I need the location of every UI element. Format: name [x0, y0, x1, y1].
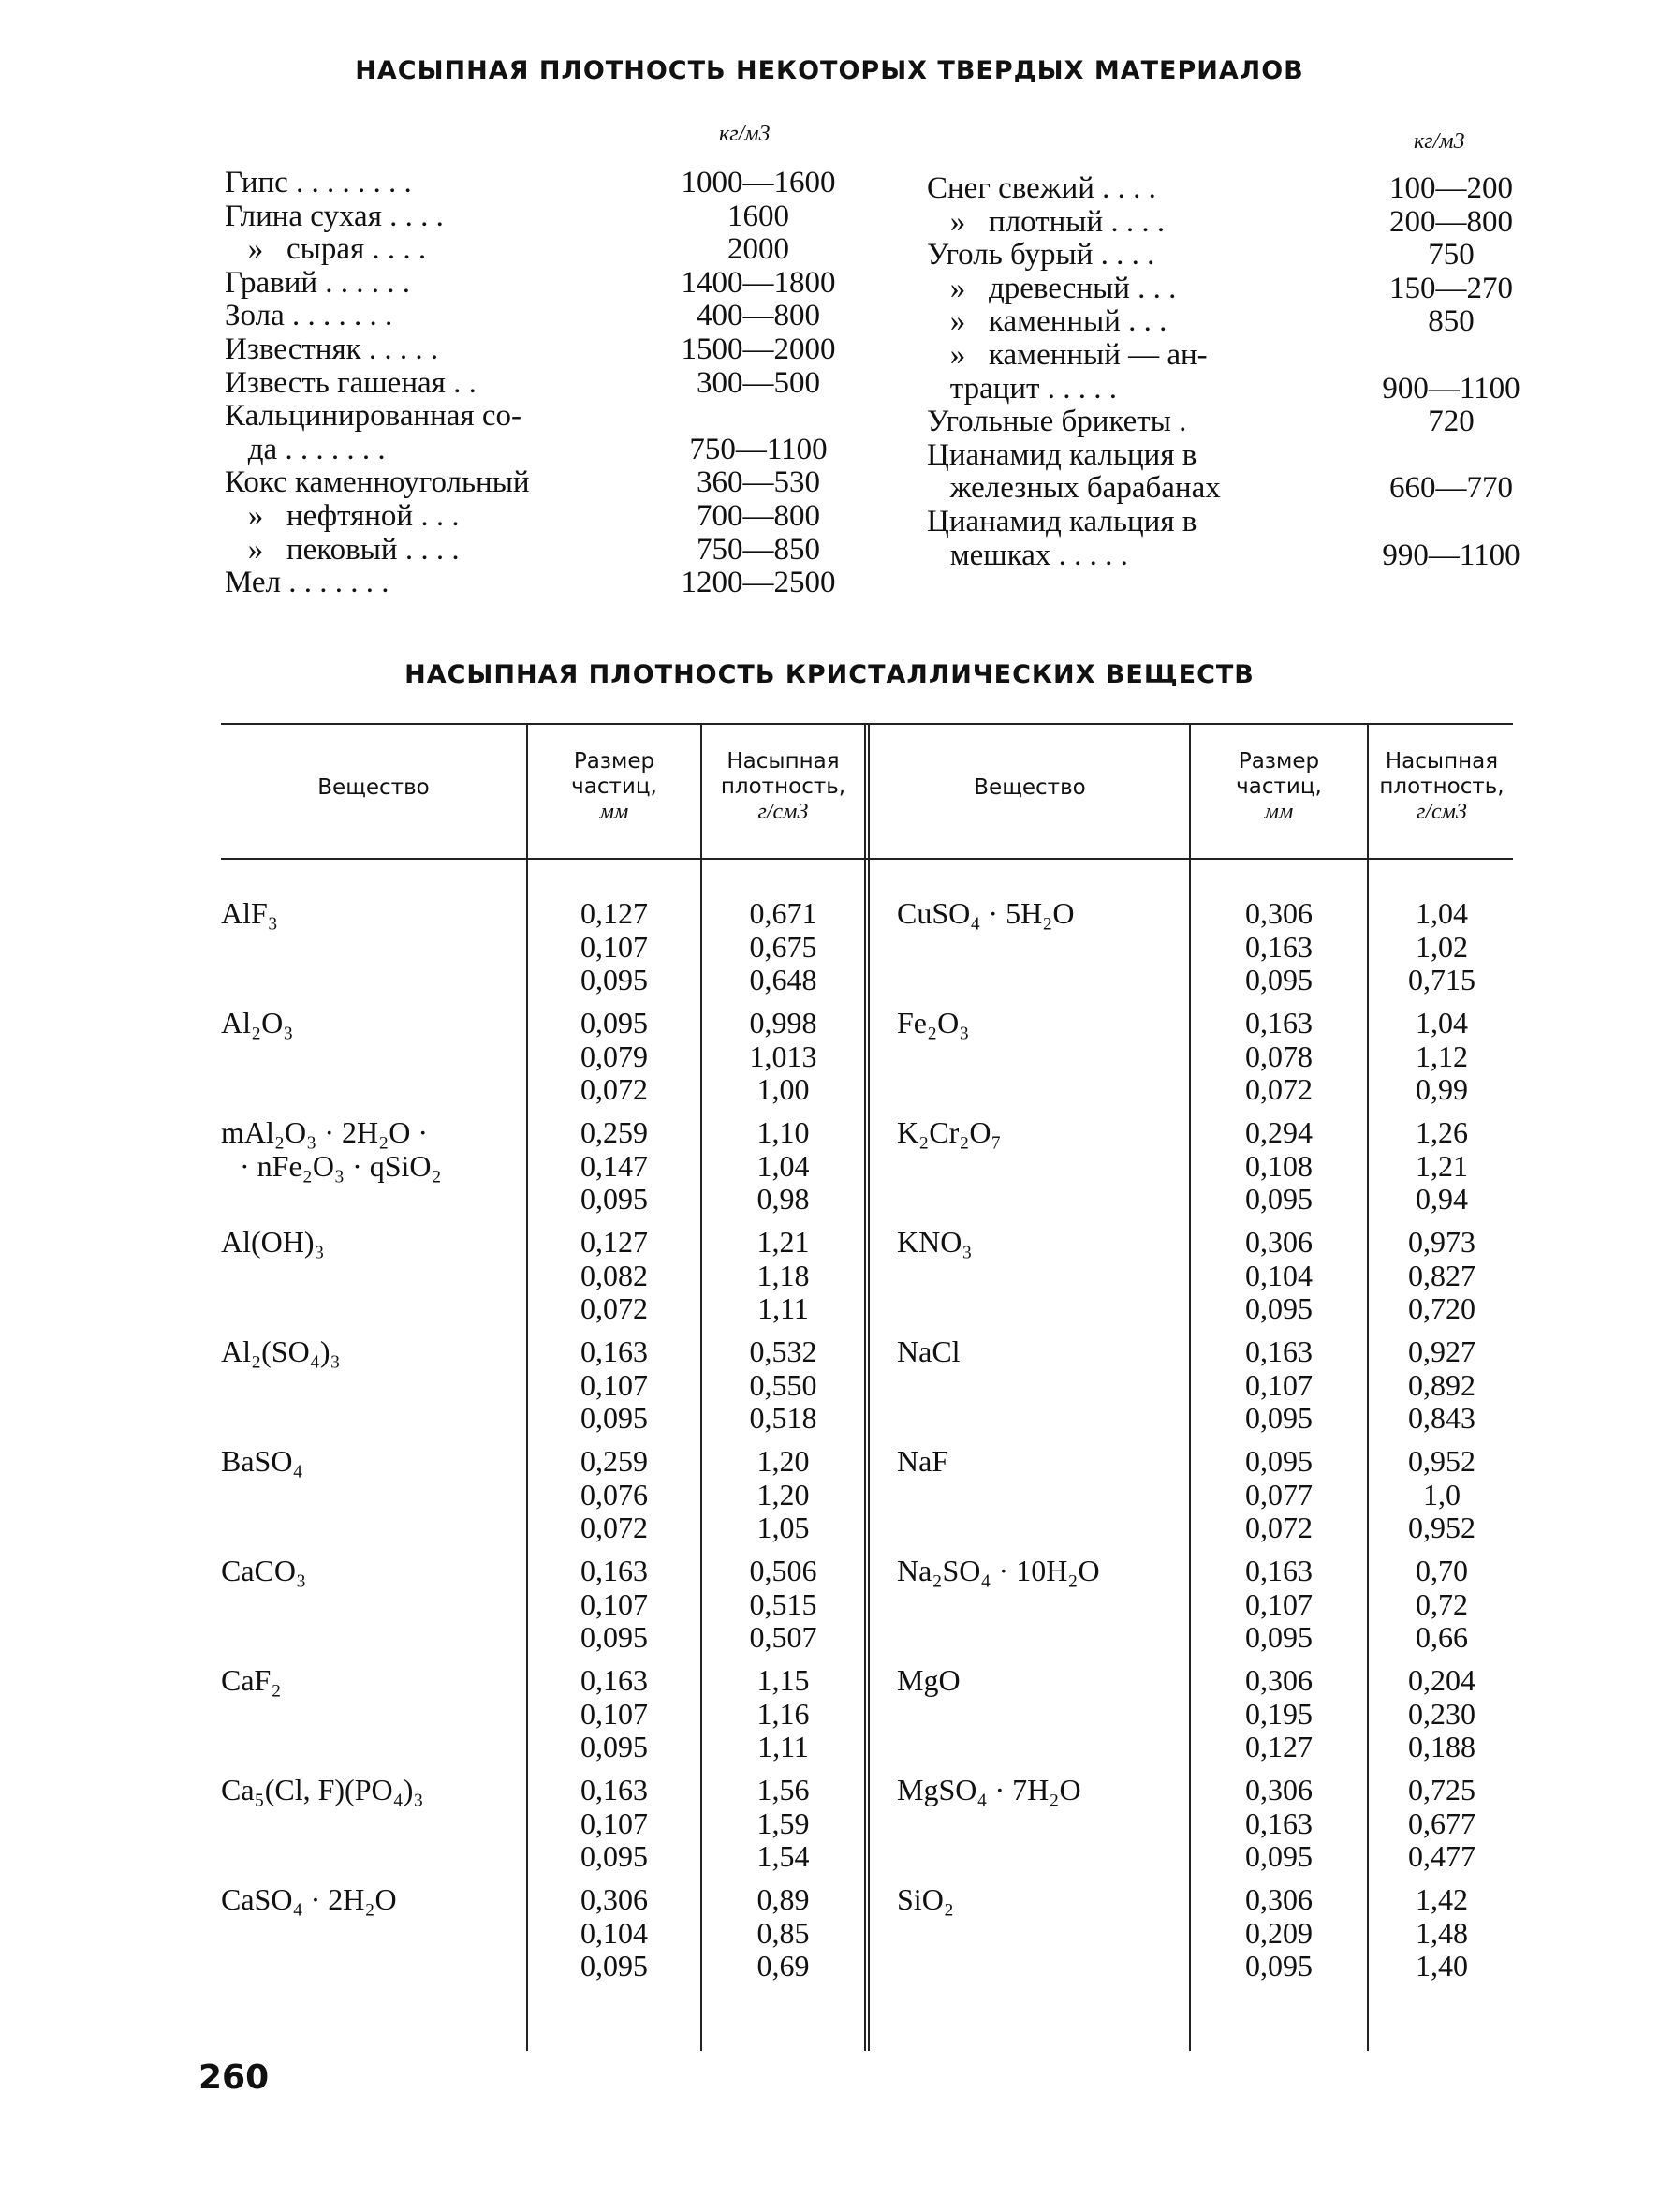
material-name: Цианамид кальция в — [927, 504, 1197, 538]
material-value: 1200—2500 — [681, 566, 836, 600]
particle-size: 0,095 — [1245, 1444, 1313, 1478]
material-name: Снег свежий . . . . — [927, 171, 1156, 205]
material-row — [225, 200, 861, 234]
particle-size: 0,127 — [580, 1225, 648, 1259]
bulk-density: 1,11 — [757, 1730, 809, 1763]
bulk-density: 1,013 — [749, 1039, 817, 1073]
page-number: 260 — [198, 2058, 270, 2097]
material-name: Угольные брикеты . — [927, 405, 1187, 439]
material-name: Глина сухая . . . . — [225, 199, 444, 233]
particle-size: 0,095 — [1245, 1291, 1313, 1325]
material-row — [927, 172, 1545, 206]
material-name: Известь гашеная . . — [225, 365, 477, 400]
material-value: 720 — [1428, 405, 1475, 439]
particle-size: 0,195 — [1245, 1696, 1313, 1731]
material-name: да . . . . . . . — [225, 432, 386, 466]
particle-size: 0,209 — [1245, 1915, 1313, 1950]
bulk-density: 0,66 — [1416, 1620, 1468, 1654]
material-value: 150—270 — [1389, 271, 1513, 305]
bulk-density: 0,715 — [1408, 963, 1475, 996]
material-row — [225, 167, 861, 200]
bulk-density: 0,675 — [749, 929, 817, 964]
substance-name: AlF₃ — [221, 896, 278, 930]
particle-size: 0,107 — [580, 929, 648, 964]
material-row — [927, 406, 1545, 439]
material-row — [225, 500, 861, 534]
bulk-density: 0,532 — [749, 1335, 817, 1368]
material-row — [927, 206, 1545, 240]
material-name: Известняк . . . . . — [225, 332, 439, 366]
particle-size: 0,259 — [580, 1115, 648, 1149]
bulk-density: 0,671 — [749, 896, 817, 930]
material-value: 1600 — [727, 199, 789, 233]
substance-name: mAl₂O₃ · 2H₂O · — [221, 1115, 428, 1149]
particle-size: 0,163 — [580, 1554, 648, 1587]
material-name: Цианамид кальция в — [927, 437, 1197, 472]
material-value: 850 — [1428, 304, 1475, 339]
particle-size: 0,076 — [580, 1477, 648, 1512]
particle-size: 0,072 — [1245, 1511, 1313, 1544]
material-row — [927, 472, 1545, 506]
particle-size: 0,163 — [1245, 1554, 1313, 1587]
material-name: Кальцинированная со- — [225, 399, 521, 434]
particle-size: 0,163 — [580, 1663, 648, 1697]
material-name: » пековый . . . . — [225, 532, 460, 567]
particle-size: 0,072 — [1245, 1072, 1313, 1106]
bulk-density: 0,518 — [749, 1401, 817, 1435]
substance-name: SiO₂ — [897, 1882, 954, 1916]
substance-name: CaF₂ — [221, 1663, 282, 1697]
particle-size: 0,082 — [580, 1258, 648, 1292]
bulk-density: 1,18 — [756, 1258, 810, 1292]
substance-name: NaCl — [897, 1335, 961, 1368]
material-name: » древесный . . . — [927, 271, 1177, 305]
bulk-density: 1,15 — [756, 1663, 810, 1697]
material-row — [225, 466, 861, 500]
particle-size: 0,306 — [1245, 1773, 1313, 1806]
substance-name: MgO — [897, 1663, 961, 1697]
particle-size: 0,095 — [580, 1182, 648, 1216]
substance-name: Fe₂O₃ — [897, 1006, 970, 1040]
col-divider-middle — [864, 723, 870, 2051]
bulk-density: 0,230 — [1408, 1696, 1475, 1731]
substance-name-cont: · nFe₂O₃ · qSiO₂ — [240, 1148, 442, 1183]
particle-size: 0,163 — [1245, 929, 1313, 964]
particle-size: 0,306 — [1245, 1225, 1313, 1259]
material-name: » сырая . . . . — [225, 232, 427, 267]
particle-size: 0,095 — [580, 963, 648, 996]
particle-size: 0,107 — [1245, 1586, 1313, 1621]
particle-size: 0,306 — [1245, 1882, 1313, 1916]
substance-name: K₂Cr₂O₇ — [897, 1115, 1002, 1149]
material-row — [927, 373, 1545, 406]
material-row — [927, 339, 1545, 373]
bulk-density: 0,89 — [756, 1882, 810, 1916]
substance-name: Na₂SO₄ · 10H₂O — [897, 1554, 1100, 1587]
material-value: 360—530 — [697, 465, 820, 500]
substance-name: Ca₅(Cl, F)(PO₄)₃ — [221, 1773, 424, 1806]
material-name: Мел . . . . . . . — [225, 566, 389, 600]
material-value: 660—770 — [1389, 471, 1513, 506]
particle-size: 0,095 — [1245, 1620, 1313, 1654]
material-name: Гипс . . . . . . . . — [225, 166, 412, 199]
material-row — [225, 367, 861, 401]
material-row — [927, 506, 1545, 539]
particle-size: 0,163 — [580, 1335, 648, 1368]
bulk-density: 0,506 — [749, 1554, 817, 1587]
material-name: » плотный . . . . — [927, 204, 1166, 239]
bulk-density: 1,20 — [756, 1477, 810, 1512]
material-value: 2000 — [727, 232, 789, 267]
particle-size: 0,127 — [580, 896, 648, 930]
bulk-density: 0,952 — [1408, 1444, 1475, 1478]
particle-size: 0,095 — [580, 1839, 648, 1873]
bulk-density: 0,98 — [756, 1182, 810, 1216]
material-name: мешках . . . . . — [927, 538, 1128, 572]
particle-size: 0,294 — [1245, 1115, 1313, 1149]
particle-size: 0,104 — [1245, 1258, 1313, 1292]
material-name: Гравий . . . . . . — [225, 265, 411, 300]
particle-size: 0,107 — [580, 1367, 648, 1402]
bulk-density: 1,56 — [756, 1773, 810, 1806]
material-value: 300—500 — [697, 365, 820, 400]
bulk-density: 0,677 — [1408, 1806, 1475, 1840]
material-row — [225, 400, 861, 434]
bulk-density: 1,21 — [1416, 1148, 1468, 1183]
material-row — [225, 300, 861, 333]
material-name: Зола . . . . . . . — [225, 299, 393, 333]
particle-size: 0,163 — [1245, 1335, 1313, 1368]
bulk-density: 0,927 — [1408, 1335, 1475, 1368]
bulk-density: 1,04 — [1416, 1006, 1468, 1040]
bulk-density: 1,0 — [1423, 1477, 1461, 1512]
bulk-density: 0,515 — [749, 1586, 817, 1621]
particle-size: 0,107 — [580, 1696, 648, 1731]
material-value: 200—800 — [1389, 204, 1513, 239]
material-value: 750—850 — [697, 532, 820, 567]
bulk-density: 1,21 — [756, 1225, 810, 1259]
header-size-right: Размер частиц, мм — [1236, 749, 1322, 824]
particle-size: 0,095 — [1245, 963, 1313, 996]
substance-name: Al₂(SO₄)₃ — [221, 1335, 341, 1368]
bulk-density: 1,11 — [757, 1291, 809, 1325]
particle-size: 0,095 — [1245, 1839, 1313, 1873]
bulk-density: 1,05 — [756, 1511, 810, 1544]
bulk-density: 1,12 — [1416, 1039, 1468, 1073]
particle-size: 0,095 — [580, 1401, 648, 1435]
substance-name: CaCO₃ — [221, 1554, 307, 1587]
particle-size: 0,095 — [1245, 1401, 1313, 1435]
bulk-density: 1,40 — [1416, 1949, 1468, 1983]
material-value: 750 — [1428, 238, 1475, 273]
header-size-left: Размер частиц, мм — [571, 749, 657, 824]
material-row — [225, 233, 861, 267]
substance-name: Al(OH)₃ — [221, 1225, 325, 1259]
bulk-density: 1,42 — [1416, 1882, 1468, 1916]
bulk-density: 0,99 — [1416, 1072, 1468, 1106]
particle-size: 0,107 — [580, 1806, 648, 1840]
substance-name: Al₂O₃ — [221, 1006, 294, 1040]
bulk-density: 1,04 — [1416, 896, 1468, 930]
unit-label-left: кг/м3 — [719, 122, 771, 146]
bulk-density: 0,70 — [1416, 1554, 1468, 1587]
material-name: » нефтяной . . . — [225, 498, 460, 533]
material-value: 990—1100 — [1382, 538, 1520, 572]
unit-label-right: кг/м3 — [1414, 129, 1465, 154]
particle-size: 0,127 — [1245, 1730, 1313, 1763]
bulk-density: 0,507 — [749, 1620, 817, 1654]
bulk-density: 1,20 — [756, 1444, 810, 1478]
bulk-density: 0,85 — [756, 1915, 810, 1950]
particle-size: 0,107 — [1245, 1367, 1313, 1402]
bulk-density: 1,54 — [756, 1839, 810, 1873]
bulk-density: 0,973 — [1408, 1225, 1475, 1259]
bulk-density: 0,550 — [749, 1367, 817, 1402]
particle-size: 0,078 — [1245, 1039, 1313, 1073]
material-row — [927, 273, 1545, 306]
bulk-density: 0,69 — [756, 1949, 810, 1983]
particle-size: 0,163 — [1245, 1006, 1313, 1040]
particle-size: 0,095 — [580, 1006, 648, 1040]
bulk-density: 1,26 — [1416, 1115, 1468, 1149]
material-row — [927, 305, 1545, 339]
material-name: » каменный . . . — [927, 304, 1167, 339]
material-value: 700—800 — [697, 498, 820, 533]
header-substance-right: Вещество — [974, 775, 1086, 800]
bulk-density: 0,477 — [1408, 1839, 1475, 1873]
material-row — [225, 333, 861, 367]
bulk-density: 1,59 — [756, 1806, 810, 1840]
bulk-density: 0,720 — [1408, 1291, 1475, 1325]
particle-size: 0,107 — [580, 1586, 648, 1621]
material-name: трацит . . . . . — [927, 371, 1117, 406]
material-value: 750—1100 — [689, 432, 828, 466]
header-substance-left: Вещество — [317, 775, 430, 800]
bulk-density: 0,204 — [1408, 1663, 1475, 1697]
particle-size: 0,095 — [1245, 1182, 1313, 1216]
particle-size: 0,095 — [580, 1620, 648, 1654]
material-value: 1000—1600 — [681, 166, 836, 199]
material-row — [225, 267, 861, 301]
material-row — [927, 539, 1545, 573]
substance-name: KNO₃ — [897, 1225, 973, 1259]
particle-size: 0,077 — [1245, 1477, 1313, 1512]
bulk-density: 1,16 — [756, 1696, 810, 1731]
particle-size: 0,072 — [580, 1511, 648, 1544]
substance-name: NaF — [897, 1444, 949, 1478]
particle-size: 0,163 — [1245, 1806, 1313, 1840]
bulk-density: 0,72 — [1416, 1586, 1468, 1621]
material-value: 900—1100 — [1382, 371, 1520, 406]
material-value: 1500—2000 — [681, 332, 836, 366]
bulk-density: 1,00 — [756, 1072, 810, 1106]
material-name: железных барабанах — [927, 471, 1221, 506]
bulk-density: 0,843 — [1408, 1401, 1475, 1435]
particle-size: 0,306 — [1245, 896, 1313, 930]
bulk-density: 0,952 — [1408, 1511, 1475, 1544]
particle-size: 0,095 — [580, 1949, 648, 1983]
material-row — [927, 239, 1545, 273]
bulk-density: 0,827 — [1408, 1258, 1475, 1292]
bulk-density: 1,10 — [756, 1115, 810, 1149]
bulk-density: 1,48 — [1416, 1915, 1468, 1950]
particle-size: 0,259 — [580, 1444, 648, 1478]
bulk-density: 0,648 — [749, 963, 817, 996]
particle-size: 0,108 — [1245, 1148, 1313, 1183]
material-name: Уголь бурый . . . . — [927, 238, 1155, 273]
particle-size: 0,306 — [580, 1882, 648, 1916]
material-name: Кокс каменноугольный — [225, 465, 530, 500]
bulk-density: 1,04 — [756, 1148, 810, 1183]
header-density-right: Насыпная плотность, г/см3 — [1379, 749, 1505, 824]
material-row — [927, 439, 1545, 473]
bulk-density: 0,188 — [1408, 1730, 1475, 1763]
bulk-density: 1,02 — [1416, 929, 1468, 964]
substance-name: BaSO₄ — [221, 1444, 303, 1478]
materials-list-left — [225, 167, 861, 600]
particle-size: 0,104 — [580, 1915, 648, 1950]
particle-size: 0,163 — [580, 1773, 648, 1806]
material-row — [225, 534, 861, 568]
crystalline-title: НАСЫПНАЯ ПЛОТНОСТЬ КРИСТАЛЛИЧЕСКИХ ВЕЩЕСТВ — [404, 660, 1255, 689]
particle-size: 0,095 — [580, 1730, 648, 1763]
particle-size: 0,072 — [580, 1291, 648, 1325]
particle-size: 0,072 — [580, 1072, 648, 1106]
material-row — [225, 567, 861, 600]
material-value: 400—800 — [697, 299, 820, 333]
bulk-density: 0,94 — [1416, 1182, 1468, 1216]
material-name: » каменный — ан- — [927, 337, 1208, 372]
bulk-materials-title: НАСЫПНАЯ ПЛОТНОСТЬ НЕКОТОРЫХ ТВЕРДЫХ МАТЕРИАЛОВ — [355, 56, 1304, 85]
substance-name: MgSO₄ · 7H₂O — [897, 1773, 1081, 1806]
substance-name: CuSO₄ · 5H₂O — [897, 896, 1075, 930]
material-value: 1400—1800 — [681, 265, 836, 300]
particle-size: 0,306 — [1245, 1663, 1313, 1697]
particle-size: 0,147 — [580, 1148, 648, 1183]
particle-size: 0,095 — [1245, 1949, 1313, 1983]
material-row — [225, 434, 861, 467]
particle-size: 0,079 — [580, 1039, 648, 1073]
substance-name: CaSO₄ · 2H₂O — [221, 1882, 397, 1916]
materials-list-right — [927, 172, 1545, 572]
bulk-density: 0,892 — [1408, 1367, 1475, 1402]
material-value: 100—200 — [1389, 171, 1513, 205]
bulk-density: 0,998 — [749, 1006, 817, 1040]
header-density-left: Насыпная плотность, г/см3 — [720, 749, 846, 824]
bulk-density: 0,725 — [1408, 1773, 1475, 1806]
